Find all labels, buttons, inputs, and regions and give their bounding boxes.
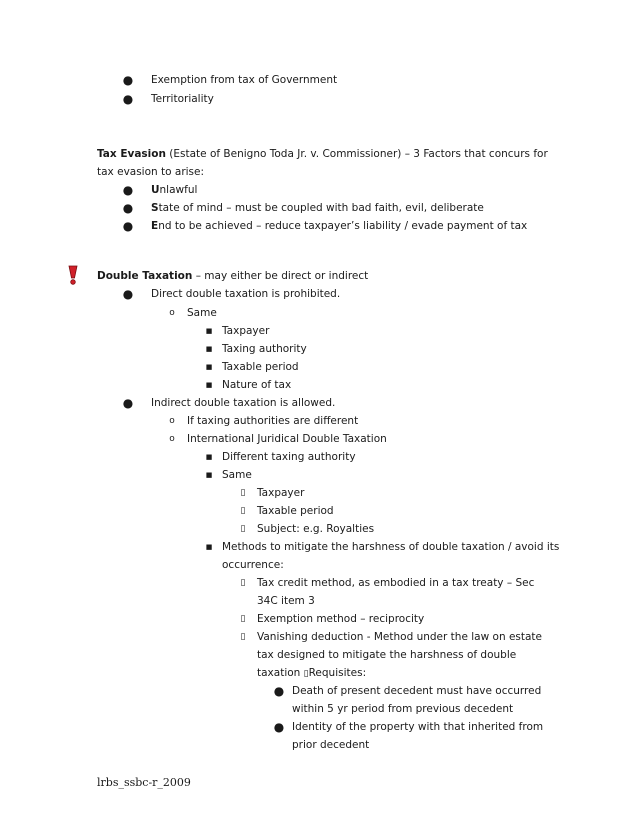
box-bullet-icon: ▯: [240, 524, 246, 534]
tax-evasion-desc-cont: tax evasion to arise:: [97, 166, 205, 178]
list-item: Direct double taxation is prohibited.: [151, 288, 341, 300]
box-bullet-icon: ▯: [240, 488, 246, 498]
tax-evasion-heading: [97, 147, 548, 161]
circle-bullet-icon: o: [169, 308, 175, 318]
bullet-icon: ●: [122, 396, 134, 410]
square-bullet-icon: ■: [205, 543, 213, 551]
list-item: Same: [222, 469, 252, 481]
factor-item: Unlawful: [151, 184, 198, 196]
list-item: If taxing authorities are different: [187, 415, 359, 427]
box-bullet-icon: ▯: [240, 632, 246, 642]
list-item: Taxpayer: [222, 325, 270, 337]
bullet-icon: ●: [122, 287, 134, 301]
list-item: Indirect double taxation is allowed.: [151, 397, 336, 409]
list-item-cont: tax designed to mitigate the harshness of double: [257, 649, 517, 661]
exclamation-icon: [68, 265, 78, 285]
bullet-icon: ●: [122, 201, 134, 215]
tax-evasion-term: Tax Evasion: [97, 148, 166, 160]
box-bullet-icon: ▯: [240, 578, 246, 588]
list-item: Territoriality: [151, 93, 214, 105]
list-item-cont: occurrence:: [222, 559, 284, 571]
bullet-icon: ●: [273, 720, 285, 734]
bullet-icon: ●: [122, 219, 134, 233]
list-item: Taxable period: [222, 361, 299, 373]
double-taxation-term: Double Taxation: [97, 270, 193, 282]
double-taxation-desc: – may either be direct or indirect: [192, 270, 369, 282]
bullet-icon: ●: [122, 73, 134, 87]
bullet-icon: ●: [273, 684, 285, 698]
list-item: Taxable period: [257, 505, 334, 517]
factor-item: End to be achieved – reduce taxpayer’s liability / evade payment of tax: [151, 220, 528, 232]
square-bullet-icon: ■: [205, 327, 213, 335]
list-item-cont: prior decedent: [292, 739, 370, 751]
factor-item: State of mind – must be coupled with bad faith, evil, deliberate: [151, 202, 484, 214]
list-item: Taxpayer: [257, 487, 305, 499]
square-bullet-icon: ■: [205, 381, 213, 389]
list-item: Identity of the property with that inherited from: [292, 721, 544, 733]
box-bullet-icon: ▯: [240, 614, 246, 624]
square-bullet-icon: ■: [205, 363, 213, 371]
list-item: Taxing authority: [222, 343, 307, 355]
list-item: Nature of tax: [222, 379, 292, 391]
list-item: Tax credit method, as embodied in a tax treaty – Sec: [257, 577, 535, 589]
box-bullet-icon: ▯: [240, 506, 246, 516]
list-item: Exemption method – reciprocity: [257, 613, 425, 625]
page-footer: lrbs_ssbc-r_2009: [97, 776, 191, 789]
box-glyph-icon: ▯: [303, 669, 309, 679]
list-item: International Juridical Double Taxation: [187, 433, 387, 445]
square-bullet-icon: ■: [205, 453, 213, 461]
list-item-cont: taxation ▯Requisites:: [257, 667, 367, 679]
circle-bullet-icon: o: [169, 434, 175, 444]
tax-evasion-desc: (Estate of Benigno Toda Jr. v. Commissioner) – 3 Factors that concurs for: [165, 148, 548, 160]
list-item-cont: 34C item 3: [257, 595, 315, 607]
square-bullet-icon: ■: [205, 345, 213, 353]
list-item: Different taxing authority: [222, 451, 356, 463]
bullet-icon: ●: [122, 92, 134, 106]
list-item: Vanishing deduction - Method under the law on estate: [257, 631, 542, 643]
bullet-icon: ●: [122, 183, 134, 197]
list-item: Same: [187, 307, 217, 319]
list-item: Death of present decedent must have occurred: [292, 685, 542, 697]
list-item: Methods to mitigate the harshness of double taxation / avoid its: [222, 541, 560, 553]
list-item: Subject: e.g. Royalties: [257, 523, 375, 535]
circle-bullet-icon: o: [169, 416, 175, 426]
list-item-cont: within 5 yr period from previous decedent: [292, 703, 514, 715]
list-item: Exemption from tax of Government: [151, 74, 338, 86]
square-bullet-icon: ■: [205, 471, 213, 479]
double-taxation-heading: [97, 269, 368, 283]
